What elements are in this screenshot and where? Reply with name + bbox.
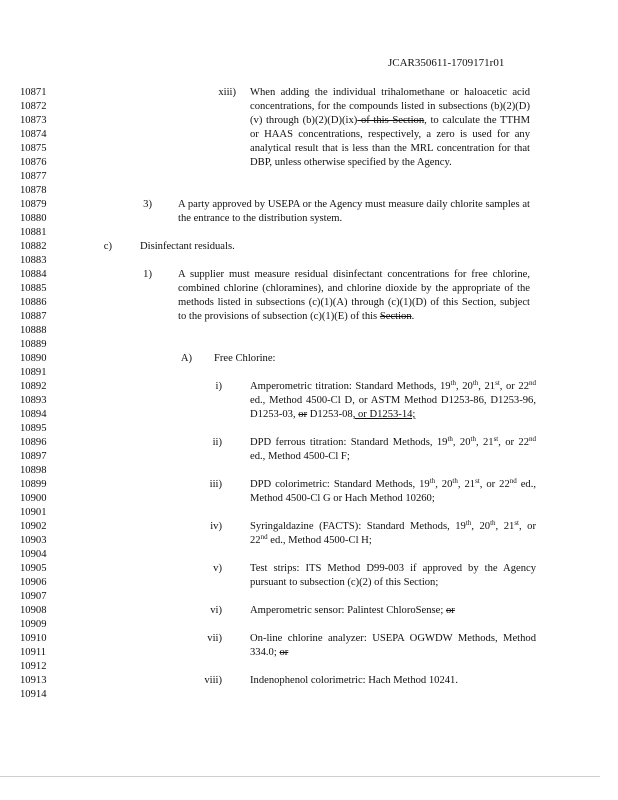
line-number: 10886 [20,297,47,308]
line-number: 10909 [20,619,47,630]
line-number: 10888 [20,325,47,336]
line-number: 10883 [20,255,47,266]
line-number: 10896 [20,437,47,448]
line-number: 10900 [20,493,47,504]
method-iii-text: DPD colorimetric: Standard Methods, 19th, 20th, 21st, or 22nd ed., Method 4500-Cl G or Hach Method 10260; [250,477,537,504]
line-number: 10889 [20,339,47,350]
line-number: 10897 [20,451,47,462]
line-number: 10903 [20,535,47,546]
method-v-text: Test strips: ITS Method D99-003 if approved by the Agency pursuant to subsection (c)(2) of this Section; [250,563,536,588]
method-label: ii) [212,437,222,448]
item-3-text: A party approved by USEPA or the Agency must measure daily chlorite samples at the entrance to the distribution system. [178,199,530,224]
line-number: 10873 [20,115,47,126]
method-label: vi) [210,605,222,616]
line-number: 10912 [20,661,47,672]
line-number: 10894 [20,409,47,420]
method-ii-text: DPD ferrous titration: Standard Methods, 19th, 20th, 21st, or 22nd ed., Method 4500-Cl F; [250,435,537,462]
method-iv-text: Syringaldazine (FACTS): Standard Methods, 19th, 20th, 21st, or 22nd ed., Method 4500-Cl H; [250,519,537,546]
line-number: 10902 [20,521,47,532]
method-label: viii) [204,675,222,686]
line-number: 10892 [20,381,47,392]
method-vii-text: On-line chlorine analyzer: USEPA OGWDW Methods, Method 334.0; or [250,633,536,658]
line-number: 10880 [20,213,47,224]
line-number: 10879 [20,199,47,210]
line-number: 10871 [20,87,47,98]
line-number: 10884 [20,269,47,280]
line-number: 10904 [20,549,47,560]
method-vi-text: Amperometric sensor: Palintest ChloroSense; or [250,605,455,616]
line-number: 10898 [20,465,47,476]
method-viii-text: Indenophenol colorimetric: Hach Method 10241. [250,675,458,686]
line-number: 10893 [20,395,47,406]
line-number: 10907 [20,591,47,602]
method-label: iii) [209,479,222,490]
clause-xiii-text: When adding the individual trihalomethane or haloacetic acid concentrations, for the compounds listed in subsections (b)(2)(D)(v) through (b)(2)(D)(ix) of this Section, to calculate the TTHM or HAAS concentrations, respectively, a zero is used for any analytical result that is less than the MRL concentration for that DBP, unless otherwise specified by the Agency. [250,87,531,168]
section-c-heading: Disinfectant residuals. [140,241,235,252]
line-number: 10899 [20,479,47,490]
method-label: i) [215,381,222,392]
section-label: c) [103,241,112,252]
line-number: 10875 [20,143,47,154]
line-numbers [20,86,70,702]
line-number: 10914 [20,689,47,700]
free-chlorine-heading: Free Chlorine: [214,353,276,364]
line-number: 10882 [20,241,47,252]
line-number: 10878 [20,185,47,196]
item-label: 1) [143,269,152,280]
clause-label: xiii) [218,87,236,98]
line-number: 10885 [20,283,47,294]
line-number: 10895 [20,423,47,434]
method-label: iv) [210,521,222,532]
line-number: 10891 [20,367,47,378]
line-number: 10876 [20,157,47,168]
line-number: 10908 [20,605,47,616]
line-number: 10872 [20,101,47,112]
subsection-label: A) [180,353,192,364]
line-number: 10887 [20,311,47,322]
line-number: 10877 [20,171,47,182]
line-number: 10913 [20,675,47,686]
line-number: 10881 [20,227,47,238]
item-1-text: A supplier must measure residual disinfectant concentrations for free chlorine, combined chlorine (chloramines), and chlorine dioxide by the appropriate of the methods listed in subsections (c)(1)(A) through (c)(1)(D) of this Section, subject to the provisions of subsection (c)(1)(E) of this Section. [178,269,530,322]
page-bottom-rule [0,776,600,777]
method-label: v) [213,563,222,574]
line-number: 10901 [20,507,47,518]
line-number: 10906 [20,577,47,588]
line-number: 10890 [20,353,47,364]
line-number: 10911 [20,647,47,658]
method-i-text: Amperometric titration: Standard Methods, 19th, 20th, 21st, or 22nd ed., Method 4500-Cl D, or ASTM Method D1253-86, D1253-96, D1253-03, or D1253-08, or D1253-14; [250,379,537,420]
line-number: 10905 [20,563,47,574]
line-number: 10910 [20,633,47,644]
method-label: vii) [207,633,222,644]
item-label: 3) [143,199,152,210]
line-number: 10874 [20,129,47,140]
document-id: JCAR350611-1709171r01 [388,57,505,69]
